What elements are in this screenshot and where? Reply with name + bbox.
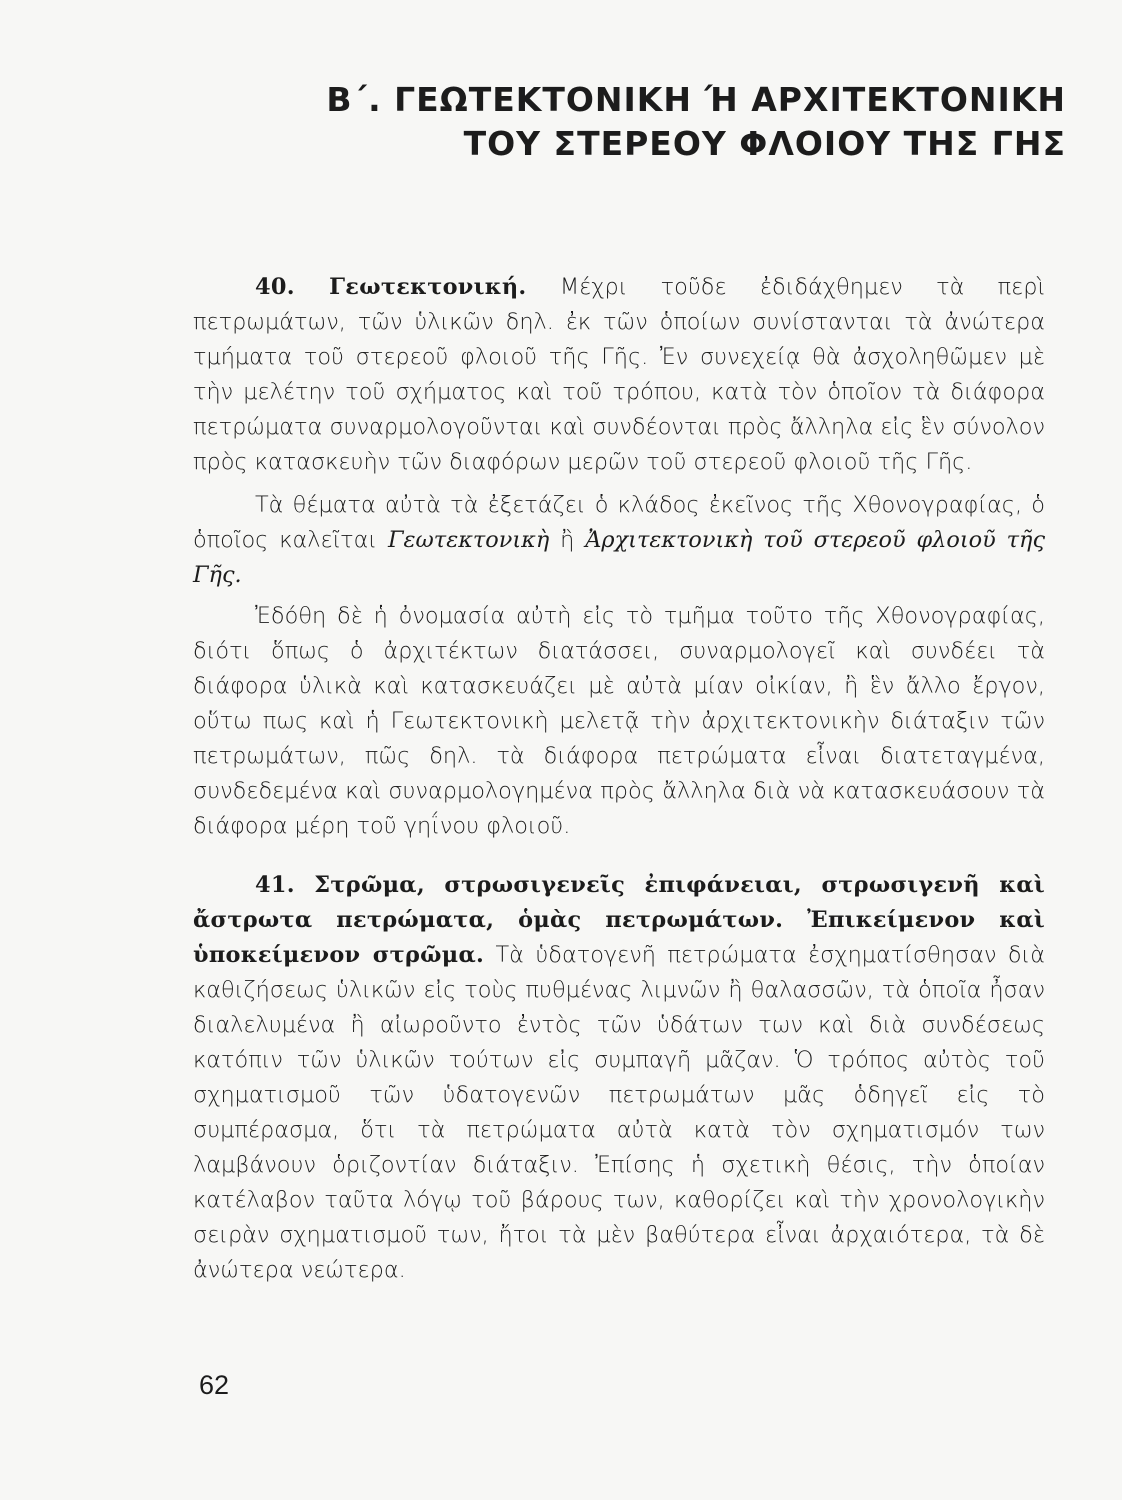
section-41-text-1: Τὰ ὑδατογενῆ πετρώματα ἐσχηματίσθησαν διὰ καθιζήσεως ὑλικῶν εἰς τοὺς πυθμένας λιμνῶν ἢ θαλασσῶν, τὰ ὁποῖα ἦσαν διαλελυμένα ἢ αἰωροῦντο ἐντὸς τῶν ὑδάτων των καὶ διὰ συνδέσεως κατόπιν τῶν ὑλικῶν τούτων εἰς συμπαγῆ μᾶζαν. Ὁ τρόπος αὐτὸς τοῦ σχηματισμοῦ τῶν ὑδατογενῶν πετρωμάτων μᾶς ὁδηγεῖ εἰς τὸ συμπέρασμα, ὅτι τὰ πετρώματα αὐτὰ κατὰ τὸν σχηματισμόν των λαμβάνουν ὁριζοντίαν διάταξιν. Ἐπίσης ἡ σχετικὴ θέσις, τὴν ὁποίαν κατέλαβον ταῦτα λόγῳ τοῦ βάρους των, καθορίζει καὶ τὴν χρονολογικὴν σειρὰν σχηματισμοῦ των, ἤτοι τὰ μὲν βαθύτερα εἶναι ἀρχαιότερα, τὰ δὲ ἀνώτερα νεώτερα. <box>193 942 1045 1283</box>
section-40-paragraph-3 <box>193 599 1045 844</box>
term-geotectonics: Γεωτεκτονικὴ <box>388 527 550 553</box>
section-40-title: 40. Γεωτεκτονική. <box>255 274 527 300</box>
section-41-paragraph-1 <box>193 868 1045 1288</box>
chapter-title-line-1: Β΄. ΓΕΩΤΕΚΤΟΝΙΚΗ Ή ΑΡΧΙΤΕΚΤΟΝΙΚΗ <box>326 80 1066 119</box>
conjunction-or: ἢ <box>560 527 575 553</box>
chapter-heading <box>306 78 1066 166</box>
section-41-title: 41. Στρῶμα, στρωσιγενεῖς ἐπιφάνειαι, στρωσιγενῆ καὶ ἄστρωτα πετρώματα, ὁμὰς πετρωμάτων. Ἐπικείμενον καὶ ὑποκείμενον στρῶμα. <box>193 872 1045 968</box>
body-text <box>193 270 1045 1288</box>
page-number: 62 <box>199 1370 230 1400</box>
section-40-paragraph-1 <box>193 270 1045 480</box>
chapter-title-line-2: ΤΟΥ ΣΤΕΡΕΟΥ ΦΛΟΙΟΥ ΤΗΣ ΓΗΣ <box>463 124 1066 163</box>
term-architecture-of-crust: Ἀρχιτεκτονικὴ τοῦ στερεοῦ φλοιοῦ τῆς Γῆς. <box>193 527 1045 588</box>
section-40-text-3: Ἐδόθη δὲ ἡ ὀνομασία αὐτὴ εἰς τὸ τμῆμα τοῦτο τῆς Χθονογραφίας, διότι ὅπως ὁ ἀρχιτέκτων διατάσσει, συναρμολογεῖ καὶ συνδέει τὰ διάφορα ὑλικὰ καὶ κατασκευάζει μὲ αὐτὰ μίαν οἰκίαν, ἢ ἓν ἄλλο ἔργον, οὕτω πως καὶ ἡ Γεωτεκτονικὴ μελετᾷ τὴν ἀρχιτεκτονικὴν διάταξιν τῶν πετρωμάτων, πῶς δηλ. τὰ διάφορα πετρώματα εἶναι διατεταγμένα, συνδεδεμένα καὶ συναρμολογημένα πρὸς ἄλληλα διὰ νὰ κατασκευάσουν τὰ διάφορα μέρη τοῦ γηΐνου φλοιοῦ. <box>193 603 1045 839</box>
section-40-paragraph-2 <box>193 488 1045 593</box>
section-40-text-2: Τὰ θέματα αὐτὰ τὰ ἐξετάζει ὁ κλάδος ἐκεῖνος τῆς Χθονογραφίας, ὁ ὁποῖος καλεῖται <box>193 492 1045 553</box>
section-40-text-1: Μέχρι τοῦδε ἐδιδάχθημεν τὰ περὶ πετρωμάτων, τῶν ὑλικῶν δηλ. ἐκ τῶν ὁποίων συνίστανται τὰ ἀνώτερα τμήματα τοῦ στερεοῦ φλοιοῦ τῆς Γῆς. Ἐν συνεχείᾳ θὰ ἀσχοληθῶμεν μὲ τὴν μελέτην τοῦ σχήματος καὶ τοῦ τρόπου, κατὰ τὸν ὁποῖον τὰ διάφορα πετρώματα συναρμολογοῦνται καὶ συνδέονται πρὸς ἄλληλα εἰς ἓν σύνολον πρὸς κατασκευὴν τῶν διαφόρων μερῶν τοῦ στερεοῦ φλοιοῦ τῆς Γῆς. <box>193 274 1045 475</box>
